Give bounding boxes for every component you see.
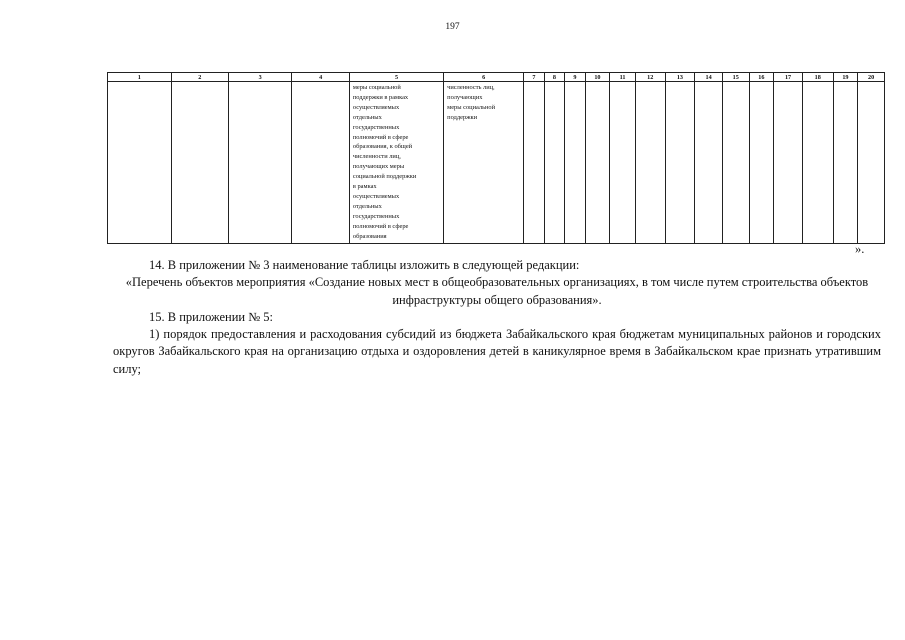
table-header-row xyxy=(108,73,885,82)
column-header: 13 xyxy=(665,73,695,82)
column-header: 4 xyxy=(292,73,349,82)
column-header: 3 xyxy=(228,73,292,82)
column-header: 19 xyxy=(833,73,858,82)
column-header: 11 xyxy=(610,73,636,82)
page-number: 197 xyxy=(445,22,460,32)
column-header: 6 xyxy=(444,73,524,82)
column-header: 9 xyxy=(565,73,586,82)
table-cell xyxy=(774,82,803,244)
table-cell xyxy=(665,82,695,244)
column-header: 5 xyxy=(349,73,443,82)
table-row xyxy=(108,82,885,244)
table-cell xyxy=(610,82,636,244)
column-header: 14 xyxy=(695,73,723,82)
table-cell xyxy=(108,82,172,244)
column-header: 10 xyxy=(585,73,610,82)
column-header: 8 xyxy=(544,73,565,82)
column-header: 1 xyxy=(108,73,172,82)
table-cell xyxy=(858,82,885,244)
paragraph-15: 15. В приложении № 5: xyxy=(149,309,274,324)
table-cell xyxy=(833,82,858,244)
table-cell xyxy=(585,82,610,244)
column-header: 17 xyxy=(774,73,803,82)
table-cell xyxy=(635,82,665,244)
column-header: 2 xyxy=(171,73,228,82)
indicator-description-cell: меры социальной поддержки в рамках осуществляемых отдельных государственных полномочий в сфере образования, к общей численности лиц, получающих меры социальной поддержки в рамках осуществляемых отдельных государственных полномочий в сфере образования xyxy=(349,82,443,244)
column-header: 7 xyxy=(524,73,545,82)
table-cell xyxy=(749,82,774,244)
continuation-table xyxy=(107,72,885,244)
table-title-paragraph: «Перечень объектов мероприятия «Создание новых мест в общеобразовательных организациях, в том числе путем строительства объектов инфраструктуры общего образования». xyxy=(125,275,869,307)
column-header: 18 xyxy=(802,73,833,82)
column-header: 16 xyxy=(749,73,774,82)
column-header: 20 xyxy=(858,73,885,82)
closing-quote: ». xyxy=(855,242,865,256)
table-cell xyxy=(695,82,723,244)
column-header: 15 xyxy=(722,73,749,82)
document-body xyxy=(113,257,881,378)
table-cell xyxy=(565,82,586,244)
table-cell xyxy=(802,82,833,244)
table-cell xyxy=(524,82,545,244)
table-cell xyxy=(722,82,749,244)
table-cell xyxy=(171,82,228,244)
table-cell xyxy=(292,82,349,244)
paragraph-15-item-1: 1) порядок предоставления и расходования субсидий из бюджета Забайкальского края бюджетам муниципальных районов и городских округов Забайкальского края на организацию отдыха и оздоровления детей в каникулярное время в Забайкальском крае признать утратившим силу; xyxy=(113,327,881,376)
table-cell xyxy=(544,82,565,244)
indicator-formula-cell: численность лиц, получающих меры социальной поддержки xyxy=(444,82,524,244)
paragraph-14: 14. В приложении № 3 наименование таблицы изложить в следующей редакции: xyxy=(149,258,580,272)
column-header: 12 xyxy=(635,73,665,82)
table-cell xyxy=(228,82,292,244)
